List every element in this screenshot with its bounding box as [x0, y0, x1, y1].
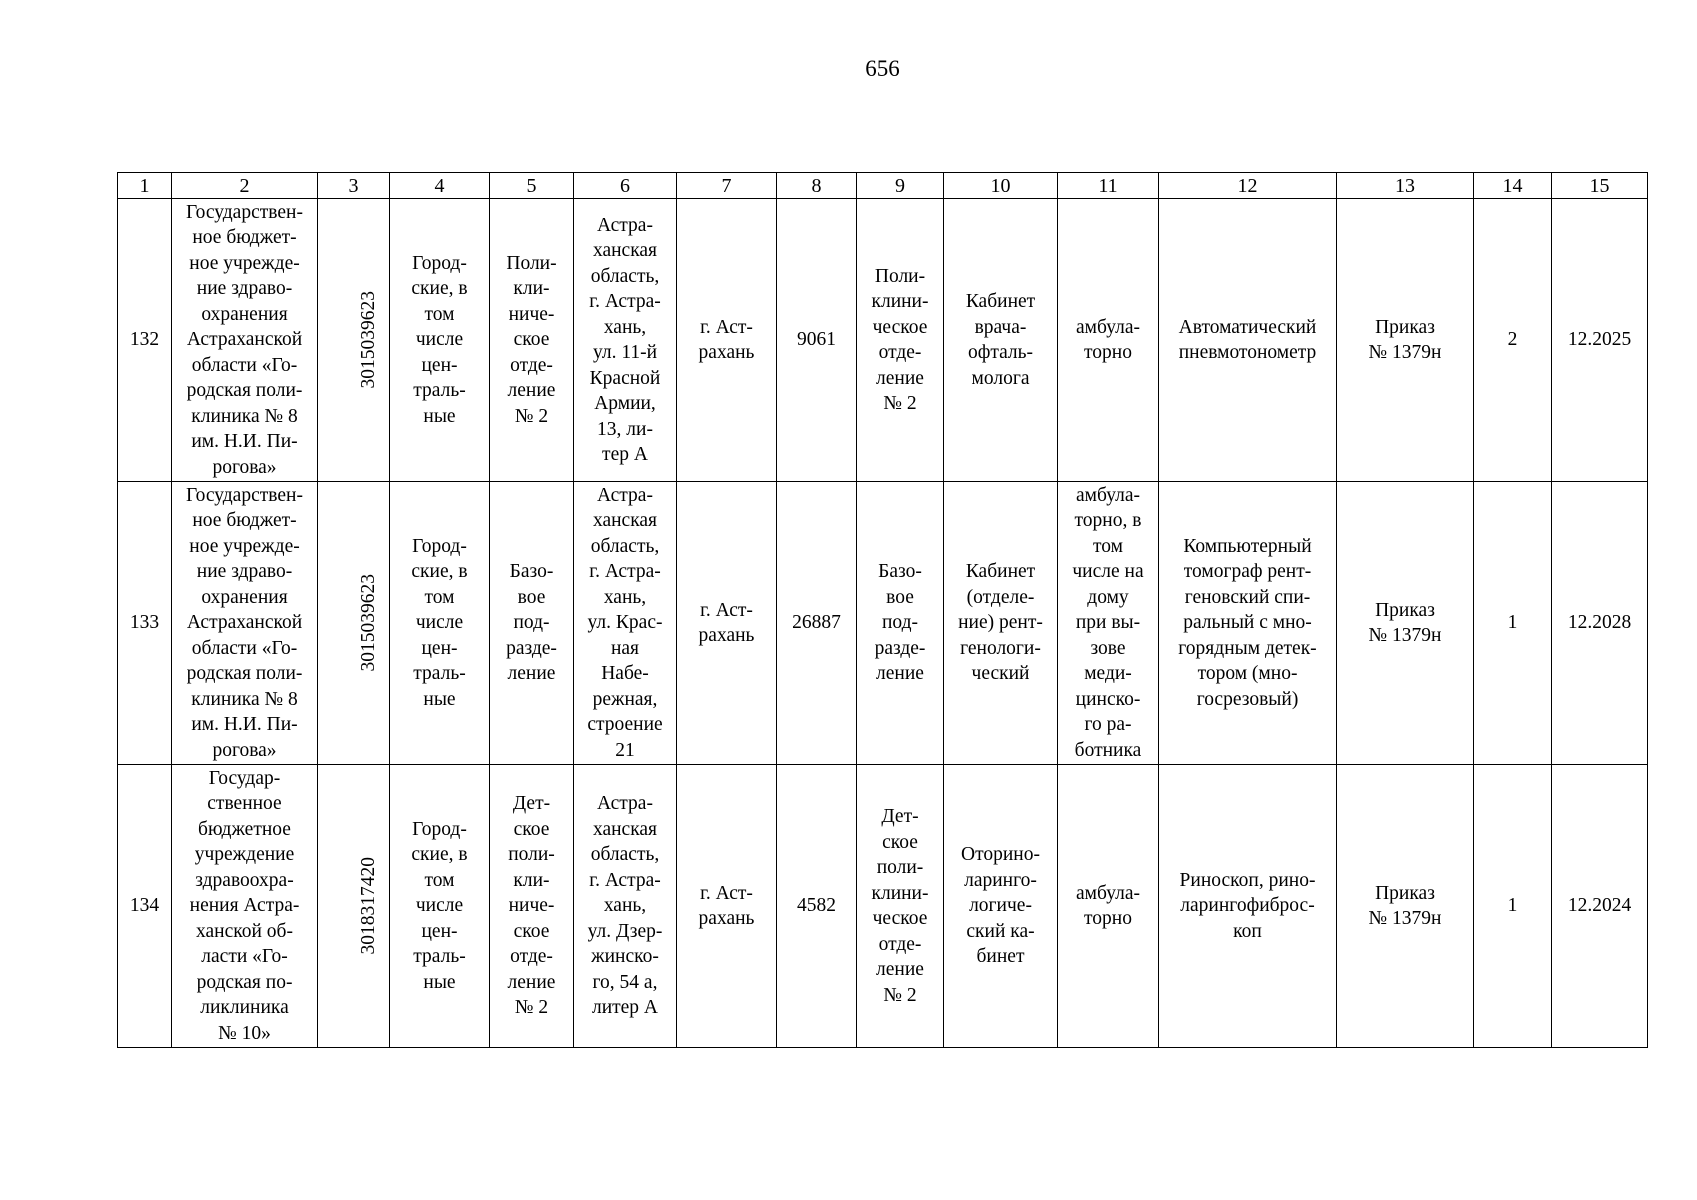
header-cell: 10 — [944, 173, 1058, 199]
header-cell: 12 — [1159, 173, 1337, 199]
inn-text: 3015039623 — [358, 291, 379, 389]
header-cell: 1 — [118, 173, 172, 199]
header-cell: 3 — [318, 173, 390, 199]
code-cell: 9061 — [777, 199, 857, 482]
equipment-cell: Компьютерный томограф рент- геновский спи- ральный с мно- горядным детек- тором (мно- госрезовый) — [1159, 482, 1337, 765]
cabinet-cell: Кабинет (отделе- ние) рент- генологи- ческий — [944, 482, 1058, 765]
table-header-row — [118, 173, 1648, 199]
date-cell: 12.2024 — [1552, 765, 1648, 1048]
date-cell: 12.2025 — [1552, 199, 1648, 482]
order-cell: Приказ № 1379н — [1337, 199, 1474, 482]
care-conditions-cell: амбула- торно, в том числе на дому при вы- зове меди- цинско- го ра- ботника — [1058, 482, 1159, 765]
order-cell: Приказ № 1379н — [1337, 765, 1474, 1048]
department-cell: Базо- вое под- разде- ление — [857, 482, 944, 765]
department-cell: Дет- ское поли- клини- ческое отде- ление № 2 — [857, 765, 944, 1048]
cabinet-cell: Оторино- ларинго- логиче- ский ка- бинет — [944, 765, 1058, 1048]
header-cell: 8 — [777, 173, 857, 199]
header-cell: 14 — [1474, 173, 1552, 199]
quantity-cell: 1 — [1474, 765, 1552, 1048]
code-cell: 4582 — [777, 765, 857, 1048]
header-cell: 15 — [1552, 173, 1648, 199]
settlement-type-cell: Город- ские, в том числе цен- траль- ные — [390, 765, 490, 1048]
locality-cell: г. Аст- рахань — [677, 482, 777, 765]
table-row — [118, 482, 1648, 765]
header-cell: 4 — [390, 173, 490, 199]
settlement-type-cell: Город- ские, в том числе цен- траль- ные — [390, 482, 490, 765]
inn-cell — [318, 199, 390, 482]
cabinet-cell: Кабинет врача- офталь- молога — [944, 199, 1058, 482]
quantity-cell: 2 — [1474, 199, 1552, 482]
address-cell: Астра- ханская область, г. Астра- хань, ул. Дзер- жинско- го, 54 а, литер А — [574, 765, 677, 1048]
row-number-cell: 133 — [118, 482, 172, 765]
header-cell: 7 — [677, 173, 777, 199]
subdivision-cell: Поли- кли- ниче- ское отде- ление № 2 — [490, 199, 574, 482]
department-cell: Поли- клини- ческое отде- ление № 2 — [857, 199, 944, 482]
locality-cell: г. Аст- рахань — [677, 765, 777, 1048]
organization-name-cell: Государ- ственное бюджетное учреждение здравоохра- нения Астра- ханской об- ласти «Го- родская по- ликлиника № 10» — [172, 765, 318, 1048]
page-number: 656 — [865, 56, 900, 81]
subdivision-cell: Дет- ское поли- кли- ниче- ское отде- ление № 2 — [490, 765, 574, 1048]
equipment-cell: Автоматический пневмотонометр — [1159, 199, 1337, 482]
quantity-cell: 1 — [1474, 482, 1552, 765]
date-cell: 12.2028 — [1552, 482, 1648, 765]
header-cell: 13 — [1337, 173, 1474, 199]
address-cell: Астра- ханская область, г. Астра- хань, ул. Крас- ная Набе- режная, строение 21 — [574, 482, 677, 765]
inn-cell — [318, 482, 390, 765]
subdivision-cell: Базо- вое под- разде- ление — [490, 482, 574, 765]
header-cell: 6 — [574, 173, 677, 199]
care-conditions-cell: амбула- торно — [1058, 765, 1159, 1048]
header-cell: 9 — [857, 173, 944, 199]
care-conditions-cell: амбула- торно — [1058, 199, 1159, 482]
order-cell: Приказ № 1379н — [1337, 482, 1474, 765]
table-row — [118, 765, 1648, 1048]
settlement-type-cell: Город- ские, в том числе цен- траль- ные — [390, 199, 490, 482]
row-number-cell: 134 — [118, 765, 172, 1048]
code-cell: 26887 — [777, 482, 857, 765]
organization-name-cell: Государствен- ное бюджет- ное учрежде- ние здраво- охранения Астраханской области «Го- родская поли- клиника № 8 им. Н.И. Пи- рогова» — [172, 482, 318, 765]
table-row — [118, 199, 1648, 482]
organization-name-cell: Государствен- ное бюджет- ное учрежде- ние здраво- охранения Астраханской области «Го- родская поли- клиника № 8 им. Н.И. Пи- рогова» — [172, 199, 318, 482]
equipment-registry-table — [117, 172, 1648, 1048]
inn-cell — [318, 765, 390, 1048]
address-cell: Астра- ханская область, г. Астра- хань, ул. 11-й Красной Армии, 13, ли- тер А — [574, 199, 677, 482]
row-number-cell: 132 — [118, 199, 172, 482]
locality-cell: г. Аст- рахань — [677, 199, 777, 482]
header-cell: 11 — [1058, 173, 1159, 199]
header-cell: 5 — [490, 173, 574, 199]
equipment-cell: Риноскоп, рино- ларингофиброс- коп — [1159, 765, 1337, 1048]
inn-text: 3015039623 — [358, 574, 379, 672]
header-cell: 2 — [172, 173, 318, 199]
inn-text: 3018317420 — [358, 857, 379, 955]
